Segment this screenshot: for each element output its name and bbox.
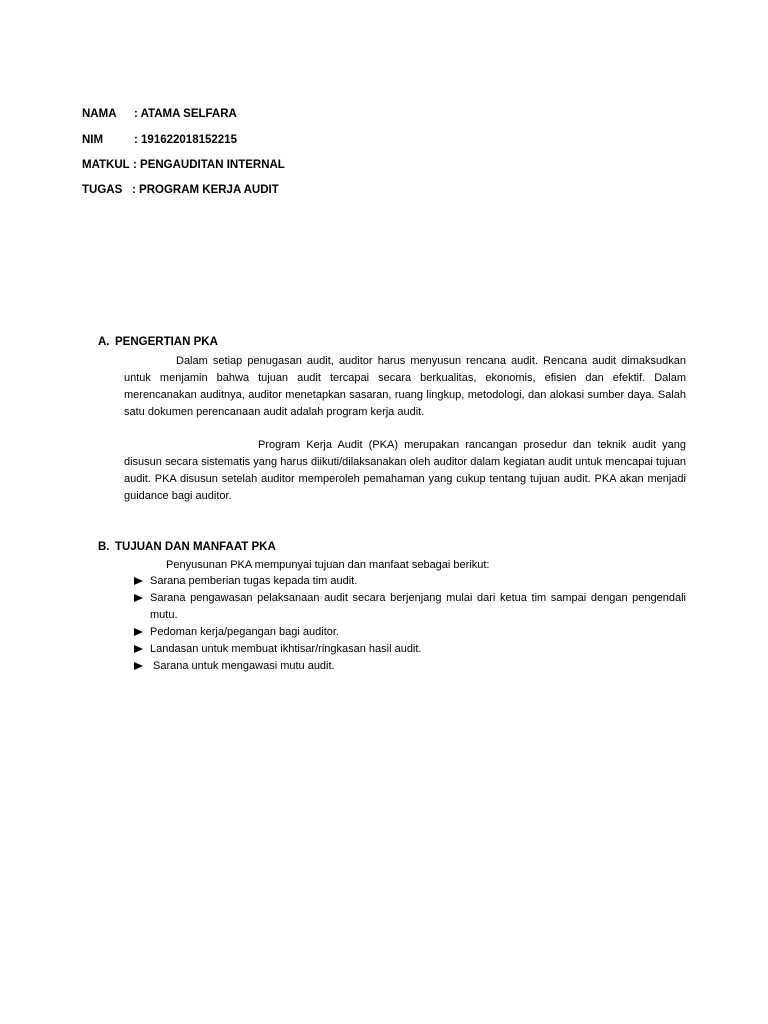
section-b-intro: Penyusunan PKA mempunyai tujuan dan manfaat sebagai berikut: [166,559,490,571]
list-item [134,590,686,624]
tugas-label: TUGAS [82,184,123,196]
section-a-paragraph-2: Program Kerja Audit (PKA) merupakan rancangan prosedur dan teknik audit yang disusun secara sistematis yang harus diikuti/dilaksanakan oleh auditor dalam kegiatan audit untuk mencapai tujuan audit. PKA disusun setelah auditor memperoleh pemahaman yang cukup tentang tujuan audit. PKA akan menjadi guidance bagi auditor. [124,439,686,502]
section-a-title: PENGERTIAN PKA [115,336,218,348]
list-item-text: Sarana pengawasan pelaksanaan audit secara berjenjang mulai dari ketua tim sampai dengan pengendali mutu. [150,592,686,621]
nama-value: : ATAMA SELFARA [134,108,237,120]
nim-value: : 191622018152215 [134,134,237,146]
section-a-paragraph-1: Dalam setiap penugasan audit, auditor harus menyusun rencana audit. Rencana audit dimaksudkan untuk menjamin bahwa tujuan audit tercapai secara berkualitas, ekonomis, efisien dan efektif. Dalam merencanakan auditnya, auditor menetapkan sasaran, ruang lingkup, metodologi, dan alokasi sumber daya. Salah satu dokumen perencanaan audit adalah program kerja audit. [124,355,686,418]
tugas-value: : PROGRAM KERJA AUDIT [132,184,279,196]
list-item-text: Sarana untuk mengawasi mutu audit. [153,660,335,672]
matkul-label: MATKUL [82,159,130,171]
info-row-nama [82,108,237,120]
arrow-bullet-icon [134,594,143,602]
matkul-value: : PENGAUDITAN INTERNAL [133,159,285,171]
list-item [134,641,686,658]
info-row-nim [82,134,237,146]
nim-label: NIM [82,134,104,146]
section-a-marker: A. [98,336,110,348]
nama-label: NAMA [82,108,117,120]
section-b-marker: B. [98,541,110,553]
arrow-bullet-icon [134,577,143,585]
list-item-text: Sarana pemberian tugas kepada tim audit. [150,575,358,587]
list-item-text: Landasan untuk membuat ikhtisar/ringkasan hasil audit. [150,643,422,655]
list-item [134,624,686,641]
list-item-text: Pedoman kerja/pegangan bagi auditor. [150,626,339,638]
arrow-bullet-icon [134,662,143,670]
info-row-tugas [82,184,279,196]
section-b-title: TUJUAN DAN MANFAAT PKA [115,541,276,553]
info-row-matkul [82,159,285,171]
arrow-bullet-icon [134,645,143,653]
benefit-list [134,573,686,675]
section-a-heading [98,336,218,348]
list-item [134,658,686,675]
section-b-heading [98,541,276,553]
list-item [134,573,686,590]
arrow-bullet-icon [134,628,143,636]
